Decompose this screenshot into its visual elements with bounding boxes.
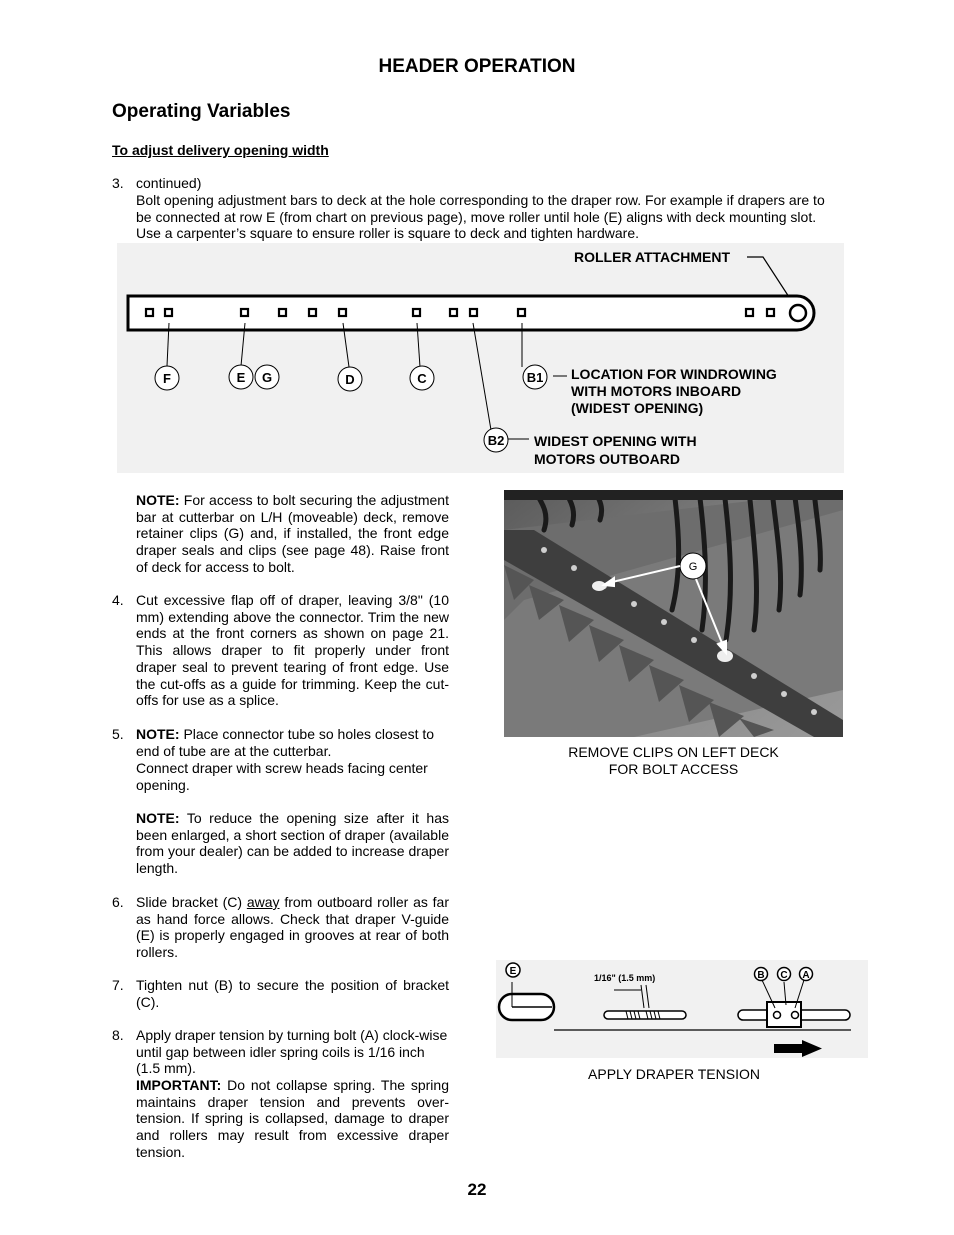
step-5-note-label: NOTE:: [136, 726, 180, 742]
step-5-note-2-label: NOTE:: [136, 810, 180, 826]
marker-leaders: [167, 323, 567, 439]
b2-label-line-1: WIDEST OPENING WITH: [534, 433, 697, 449]
marker-d: D: [345, 372, 355, 387]
adjustment-bar-svg: [117, 243, 844, 473]
gap-label: 1/16" (1.5 mm): [594, 973, 656, 983]
step-5-number: 5.: [112, 726, 124, 742]
step-6-text: Slide bracket (C) away from outboard roller as far as hand force allows. Check that draper V-guide (E) is properly engaged in grooves at rear of both rollers.: [136, 894, 449, 961]
step-5-note-2: [136, 810, 449, 877]
note-1-text: For access to bolt securing the adjustment bar at cutterbar on L/H (moveable) deck, remove retainer clips (G) and, if installed, the front edge draper seals and clips (see page 48). Raise front of deck for access to bolt.: [136, 492, 449, 575]
tension-diagram-svg: [496, 960, 868, 1058]
step-6-number: 6.: [112, 894, 124, 910]
important-text: Do not collapse spring. The spring maintains draper tension and prevents over-tension. If spring is collapsed, damage to draper and rollers may result from excessive draper tension.: [136, 1077, 449, 1160]
tension-caption: APPLY DRAPER TENSION: [588, 1066, 760, 1082]
step-5-note-2-text: To reduce the opening size after it has been enlarged, a short section of draper (available from your dealer) can be added to increase draper length.: [136, 810, 449, 877]
marker-g: G: [261, 370, 273, 385]
direction-arrow-icon: [774, 1040, 822, 1057]
step-3-number: 3.: [112, 175, 124, 191]
b2-label-line-2: MOTORS OUTBOARD: [534, 451, 680, 467]
photo-caption-line-1: REMOVE CLIPS ON LEFT DECK: [568, 744, 779, 760]
roller-hole: [790, 305, 806, 321]
photo-caption-line-2: FOR BOLT ACCESS: [608, 761, 739, 777]
b1-label-line-1: LOCATION FOR WINDROWING: [571, 366, 777, 382]
section-title: Operating Variables: [112, 101, 291, 122]
deck-photo-svg: [504, 490, 843, 737]
tension-marker-a: A: [802, 970, 810, 981]
adjustment-bar-diagram: [117, 243, 844, 473]
marker-b2: B2: [487, 433, 505, 448]
step-5-note: [136, 726, 449, 759]
tension-marker-c: C: [780, 970, 788, 981]
deck-photo: [504, 490, 843, 737]
step-4-text: Cut excessive flap off of draper, leaving 3/8" (10 mm) extending above the connector. Trim the new ends at the front corners as shown on page 21. This allows draper to fit properly under front draper seal to prevent tearing of front edge. Use the cut-offs as a guide for trimming. Keep the cut-offs for use as a splice.: [136, 592, 449, 709]
roller-attachment-label: ROLLER ATTACHMENT: [574, 249, 731, 265]
step-5-text: Connect draper with screw heads facing center opening.: [136, 760, 428, 793]
marker-f: F: [163, 371, 171, 386]
marker-b1: B1: [526, 370, 544, 385]
tension-marker-b: B: [757, 970, 765, 981]
page-header: HEADER OPERATION: [378, 56, 576, 77]
marker-c: C: [417, 371, 427, 386]
step-7-text: Tighten nut (B) to secure the position of bracket (C).: [136, 977, 449, 1010]
photo-marker-g: G: [688, 561, 698, 573]
step-8-text: Apply draper tension by turning bolt (A) clock-wise until gap between idler spring coils is 1/16 inch (1.5 mm).: [136, 1027, 448, 1077]
subsection-title: To adjust delivery opening width: [112, 142, 329, 158]
page-number: 22: [467, 1180, 487, 1199]
tension-marker-e: E: [509, 966, 517, 977]
tension-diagram: [496, 960, 868, 1058]
step-5-note-text: Place connector tube so holes closest to end of tube are at the cutterbar.: [136, 726, 435, 759]
step-7-number: 7.: [112, 977, 124, 993]
roller-leader-line: [747, 257, 789, 297]
note-1: [136, 492, 449, 576]
step-3-text: Bolt opening adjustment bars to deck at the hole corresponding to the draper row. For example if drapers are to be connected at row E (from chart on previous page), move roller until hole (E) aligns with deck mounting slot. Use a carpenter’s square to ensure roller is square to deck and tighten hardware.: [136, 192, 825, 242]
important-label: IMPORTANT:: [136, 1077, 222, 1093]
note-1-label: NOTE:: [136, 492, 180, 508]
step-3-continued: continued): [136, 175, 202, 191]
b1-label-line-3: (WIDEST OPENING): [571, 400, 704, 416]
marker-e: E: [236, 370, 246, 385]
step-8-important: [136, 1077, 449, 1161]
b1-label-line-2: WITH MOTORS INBOARD: [571, 383, 742, 399]
step-4-number: 4.: [112, 592, 124, 608]
step-8-number: 8.: [112, 1027, 124, 1043]
